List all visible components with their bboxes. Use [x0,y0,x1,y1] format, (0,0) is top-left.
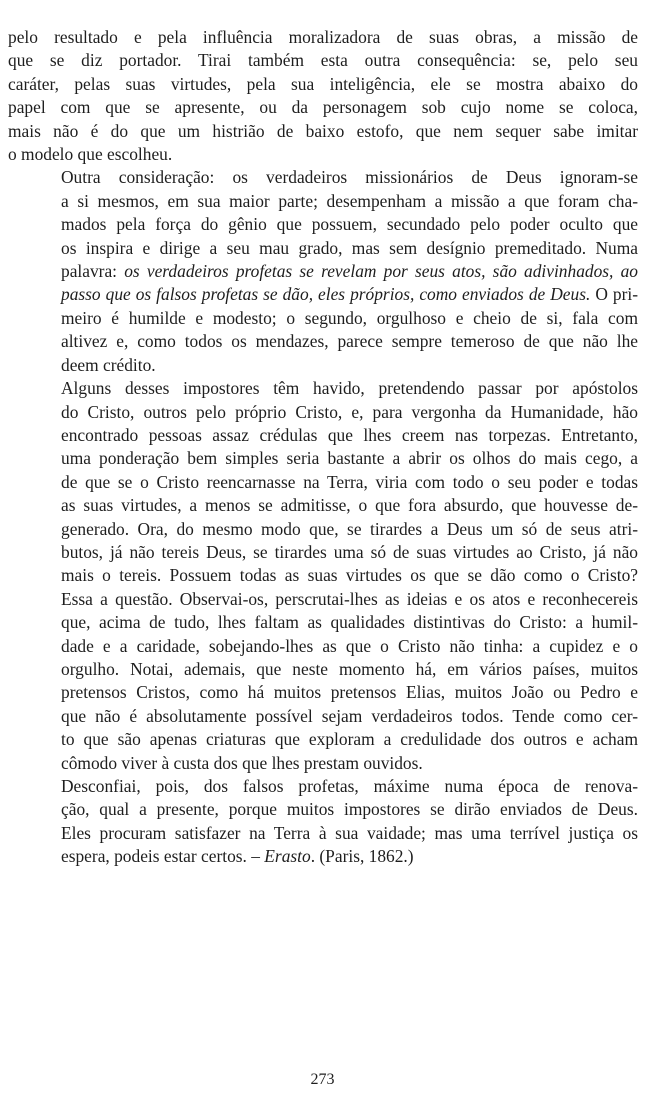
text-line [8,588,638,611]
text-run: Desconfiai, pois, dos falsos profetas, máxime numa época de renova- [61,776,638,796]
text-run: pelo resultado e pela influência moralizadora de suas obras, a missão de [8,27,638,47]
text-line [8,190,638,213]
text-run: dade e a caridade, sobejando-lhes as que o Cristo não tinha: a cupidez e o [61,635,638,656]
text-run: ção, qual a presente, porque muitos impostores se dirão enviados de Deus. [61,799,638,820]
text-run: meiro é humilde e modesto; o segundo, orgulhoso e cheio de si, fala com [61,307,638,328]
text-run: os inspira e dirige a seu mau grado, mas sem desígnio premeditado. Numa [61,237,638,258]
text-line [8,307,638,330]
page-body [8,26,638,869]
text-line [8,775,638,798]
text-line [8,658,638,681]
text-line [8,260,638,283]
text-line [8,401,638,424]
text-run: encontrado pessoas assaz crédulas que lhes creem nas torpezas. Entretanto, [61,424,638,445]
text-run: do Cristo, outros pelo próprio Cristo, e, para vergonha da Humanidade, hão [61,401,638,422]
text-line [8,120,638,143]
text-run: Outra consideração: os verdadeiros missionários de Deus ignoram-se [61,167,638,188]
text-run: altivez e, como todos os mendazes, parece sempre temeroso de que não lhe [61,331,638,352]
text-run: orgulho. Notai, ademais, que neste momento há, em vários países, muitos [61,658,638,679]
text-line [8,330,638,353]
text-line [8,424,638,447]
text-line [8,73,638,96]
text-run: . (Paris, 1862.) [310,846,414,867]
text-line [8,752,638,775]
text-line [8,494,638,517]
text-line [8,471,638,494]
text-line [8,681,638,704]
text-line [8,822,638,845]
text-run: uma ponderação bem simples seria bastante a abrir os olhos do mais cego, a [61,448,638,469]
text-run: o modelo que escolheu. [8,144,173,165]
text-run: papel com que se apresente, ou da personagem sob cujo nome se coloca, [8,97,638,118]
paragraph [8,377,638,775]
page-number: 273 [310,1071,335,1088]
text-line [8,26,638,49]
text-run: Eles procuram satisfazer na Terra à sua vaidade; mas uma terrível justiça os [61,822,638,843]
text-line [8,611,638,634]
text-line [8,518,638,541]
text-run: to que são apenas criaturas que exploram a credulidade dos outros e acham [61,729,638,750]
text-run: mais não é do que um histrião de baixo estofo, que nem sequer sabe imitar [8,120,638,141]
text-line [8,213,638,236]
text-line [8,143,638,166]
text-run: butos, já não tereis Deus, se tirardes uma só de suas virtudes ao Cristo, já não [61,541,638,562]
paragraph [8,166,638,377]
text-line [8,635,638,658]
text-line [8,447,638,470]
text-run: deem crédito. [61,354,156,375]
text-run: que, acima de tudo, lhes faltam as qualidades distintivas do Cristo: a humil- [61,612,638,633]
text-line [8,166,638,189]
text-run: as suas virtudes, a menos se admitisse, o que fora absurdo, que houvesse de- [61,495,638,516]
text-run: mais o tereis. Possuem todas as suas virtudes os que se dão como o Cristo? [61,565,638,586]
text-line [8,237,638,260]
italic-text: Erasto [264,846,311,867]
text-run: cômodo viver à custa dos que lhes prestam ouvidos. [61,752,423,773]
text-run: a si mesmos, em sua maior parte; desempenham a missão a que foram cha- [61,190,638,211]
text-line [8,283,638,306]
text-line [8,96,638,119]
text-run: O pri- [590,284,638,305]
text-run: palavra: [61,261,125,282]
text-run: espera, podeis estar certos. – [61,846,265,867]
text-line [8,354,638,377]
text-run: de que se o Cristo reencarnasse na Terra, viria com todo o seu poder e todas [61,471,638,492]
text-line [8,705,638,728]
text-run: Essa a questão. Observai-os, perscrutai-lhes as ideias e os atos e reconhecereis [61,588,638,609]
italic-text: os verdadeiros profetas se revelam por seus atos, são adivinhados, ao [124,261,638,282]
text-line [8,728,638,751]
text-line [8,798,638,821]
paragraph [8,26,638,166]
text-run: que não é absolutamente possível sejam verdadeiros todos. Tende como cer- [61,705,638,726]
text-run: pretensos Cristos, como há muitos pretensos Elias, muitos João ou Pedro e [61,682,638,703]
text-line [8,564,638,587]
text-line [8,845,638,868]
paragraph [8,775,638,869]
text-line [8,541,638,564]
text-run: caráter, pelas suas virtudes, pela sua inteligência, ele se mostra abaixo do [8,73,638,94]
text-run: Alguns desses impostores têm havido, pretendendo passar por apóstolos [61,378,638,399]
text-run: generado. Ora, do mesmo modo que, se tirardes a Deus um só de seus atri- [61,518,638,539]
text-run: que se diz portador. Tirai também esta outra consequência: se, pelo seu [8,50,638,71]
text-run: mados pela força do gênio que possuem, secundado pelo poder oculto que [61,214,638,235]
text-line [8,49,638,72]
italic-text: passo que os falsos profetas se dão, eles próprios, como enviados de Deus. [61,284,591,305]
text-line [8,377,638,400]
